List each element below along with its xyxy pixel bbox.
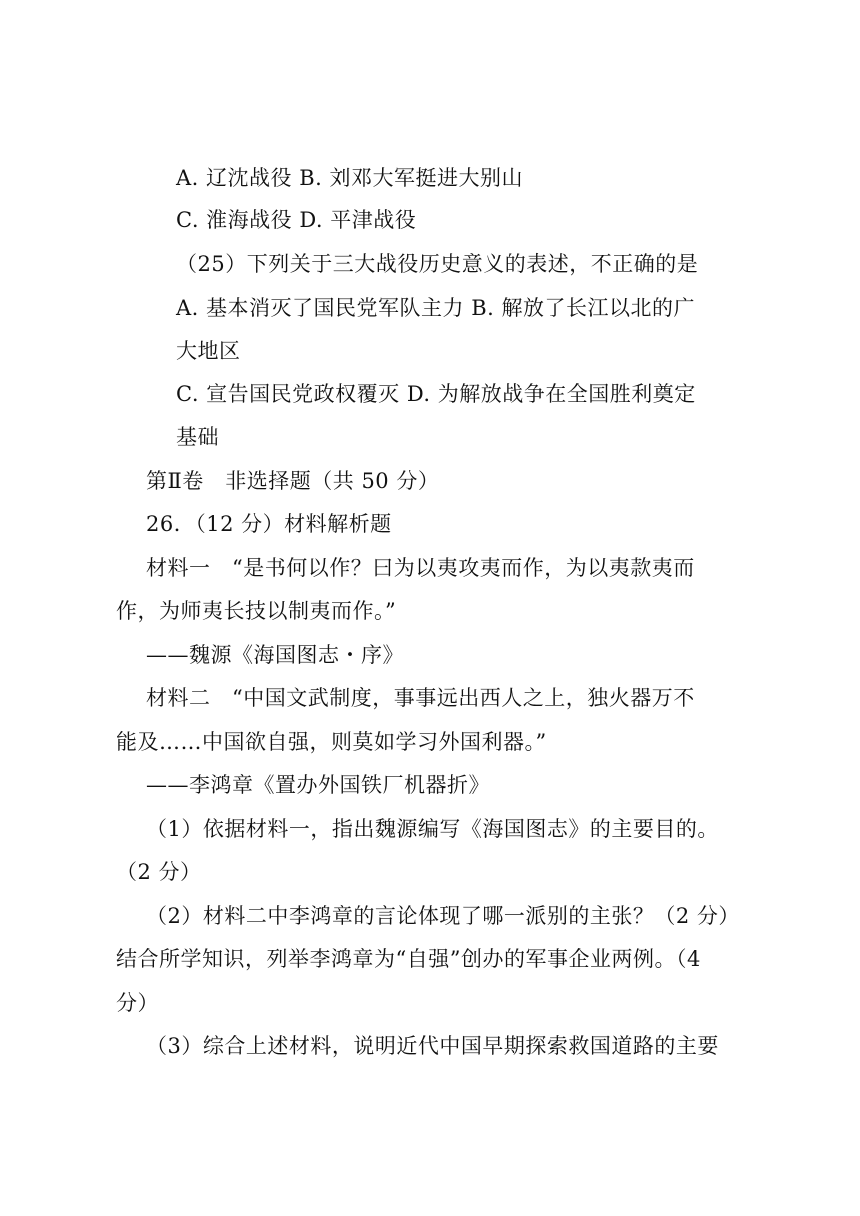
sub-question-1: （1）依据材料一，指出魏源编写《海国图志》的主要目的。 bbox=[146, 817, 719, 841]
material-one-source: ——魏源《海国图志・序》 bbox=[146, 643, 404, 667]
option-line-q25-cd: C. 宣告国民党政权覆灭 D. 为解放战争在全国胜利奠定 bbox=[176, 382, 696, 406]
question-26-heading: 26．（12 分）材料解析题 bbox=[146, 512, 392, 536]
material-two-source: ——李鸿章《置办外国铁厂机器折》 bbox=[146, 773, 490, 797]
sub-question-2-points: 分） bbox=[116, 991, 159, 1015]
option-line-q25-cd-cont: 基础 bbox=[176, 425, 219, 449]
question-25-stem: （25）下列关于三大战役历史意义的表述，不正确的是 bbox=[176, 252, 699, 276]
material-one-text-cont: 作，为师夷长技以制夷而作。” bbox=[116, 599, 397, 623]
sub-question-3: （3）综合上述材料，说明近代中国早期探索救国道路的主要 bbox=[146, 1034, 719, 1058]
material-two-text-cont: 能及……中国欲自强，则莫如学习外国利器。” bbox=[116, 730, 547, 754]
sub-question-2: （2）材料二中李鸿章的言论体现了哪一派别的主张？（2 分） bbox=[146, 904, 740, 928]
material-one-text: 材料一 “是书何以作？曰为以夷攻夷而作，为以夷款夷而 bbox=[146, 556, 695, 580]
sub-question-1-points: （2 分） bbox=[116, 860, 202, 884]
material-two-text: 材料二 “中国文武制度，事事远出西人之上，独火器万不 bbox=[146, 686, 695, 710]
option-line-q24-ab: A. 辽沈战役 B. 刘邓大军挺进大别山 bbox=[176, 166, 523, 190]
section-heading: 第Ⅱ卷 非选择题（共 50 分） bbox=[146, 469, 440, 493]
option-line-q24-cd: C. 淮海战役 D. 平津战役 bbox=[176, 208, 417, 232]
sub-question-2-cont: 结合所学知识，列举李鸿章为“自强”创办的军事企业两例。（4 bbox=[116, 947, 701, 971]
option-line-q25-ab: A. 基本消灭了国民党军队主力 B. 解放了长江以北的广 bbox=[176, 296, 695, 320]
option-line-q25-ab-cont: 大地区 bbox=[176, 339, 241, 363]
